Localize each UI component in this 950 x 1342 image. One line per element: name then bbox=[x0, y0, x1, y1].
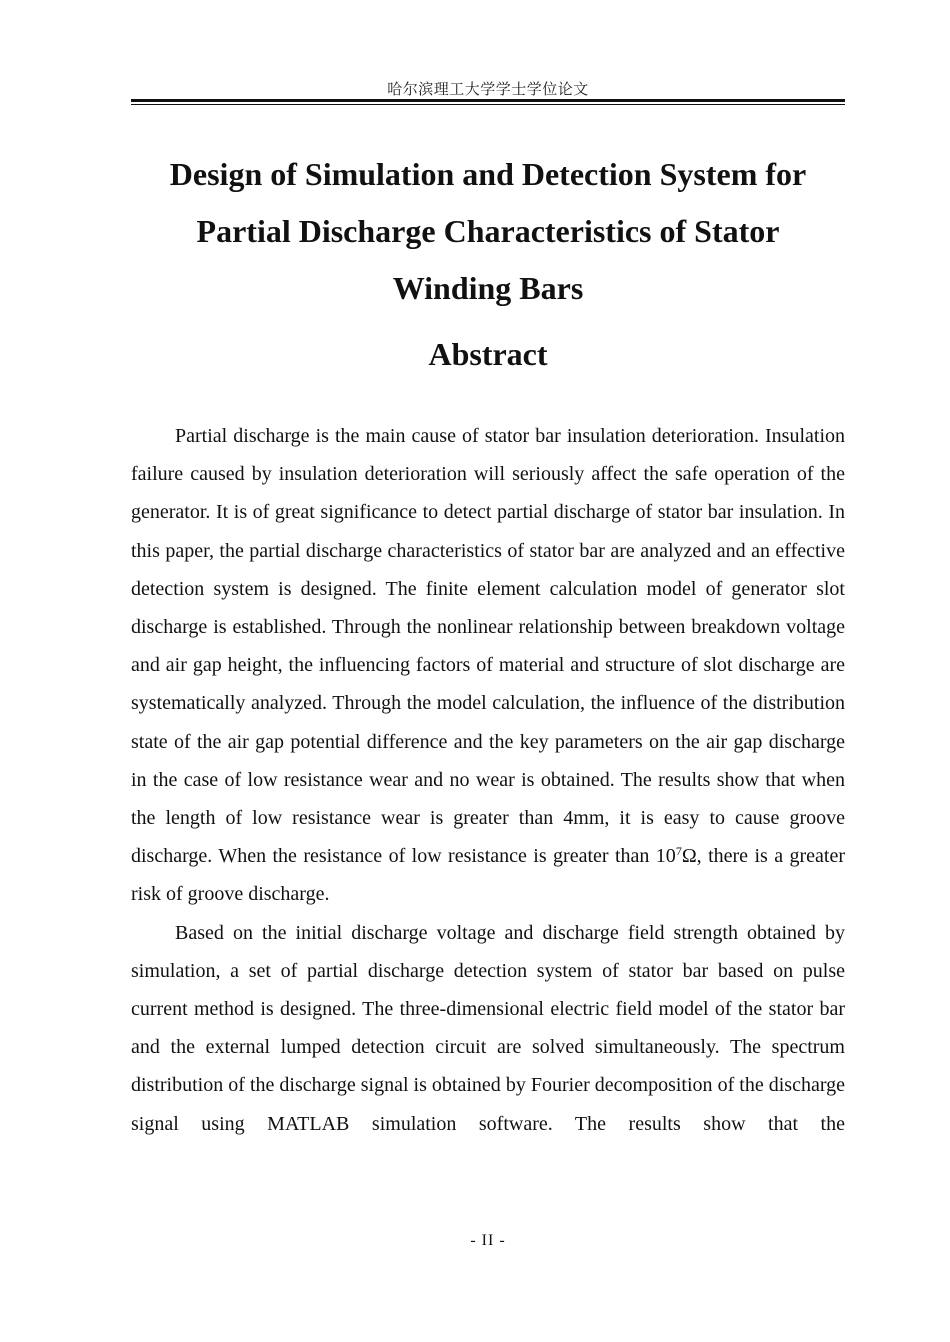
paper-title: Design of Simulation and Detection System for Partial Discharge Characteristics of Stator Winding Bars bbox=[169, 156, 807, 306]
abstract-paragraph-2: Based on the initial discharge voltage and discharge field strength obtained by simulation, a set of partial discharge detection system of stator bar based on pulse current method is designed. The three-dimensional electric field model of the stator bar and the external lumped detection circuit are solved simultaneously. The spectrum distribution of the discharge signal is obtained by Fourier decomposition of the discharge signal using MATLAB simulation software. The results show that the bbox=[131, 921, 845, 1135]
paragraph-1-text: Partial discharge is the main cause of stator bar insulation deterioration. Insulation failure caused by insulation deterioration will seriously affect the safe operation of the generator. It is of great significance to detect partial discharge of stator bar insulation. In this paper, the partial discharge characteristics of stator bar are analyzed and an effective detection system is designed. The finite element calculation model of generator slot discharge is established. Through the nonlinear relationship between breakdown voltage and air gap height, the influencing factors of material and structure of slot discharge are systematically analyzed. Through the model calculation, the influence of the distribution state of the air gap potential difference and the key parameters on the air gap discharge in the case of low resistance wear and no wear is obtained. The results show that when the length of low resistance wear is greater than 4mm, it is easy to cause groove discharge. When the resistance of low resistance is greater than 10 bbox=[131, 425, 845, 868]
header-rule-thin bbox=[131, 104, 845, 105]
running-header: 哈尔滨理工大学学士学位论文 bbox=[387, 80, 589, 98]
exponent-superscript: 7 bbox=[675, 844, 682, 859]
abstract-body bbox=[131, 417, 845, 1143]
abstract-paragraph-1 bbox=[131, 417, 845, 914]
paragraph-1-text-end: Ω, there is a greater risk of groove discharge. bbox=[131, 845, 846, 906]
abstract-heading: Abstract bbox=[428, 336, 548, 372]
header-rule-thick bbox=[131, 99, 845, 102]
page-number: - II - bbox=[470, 1232, 506, 1249]
